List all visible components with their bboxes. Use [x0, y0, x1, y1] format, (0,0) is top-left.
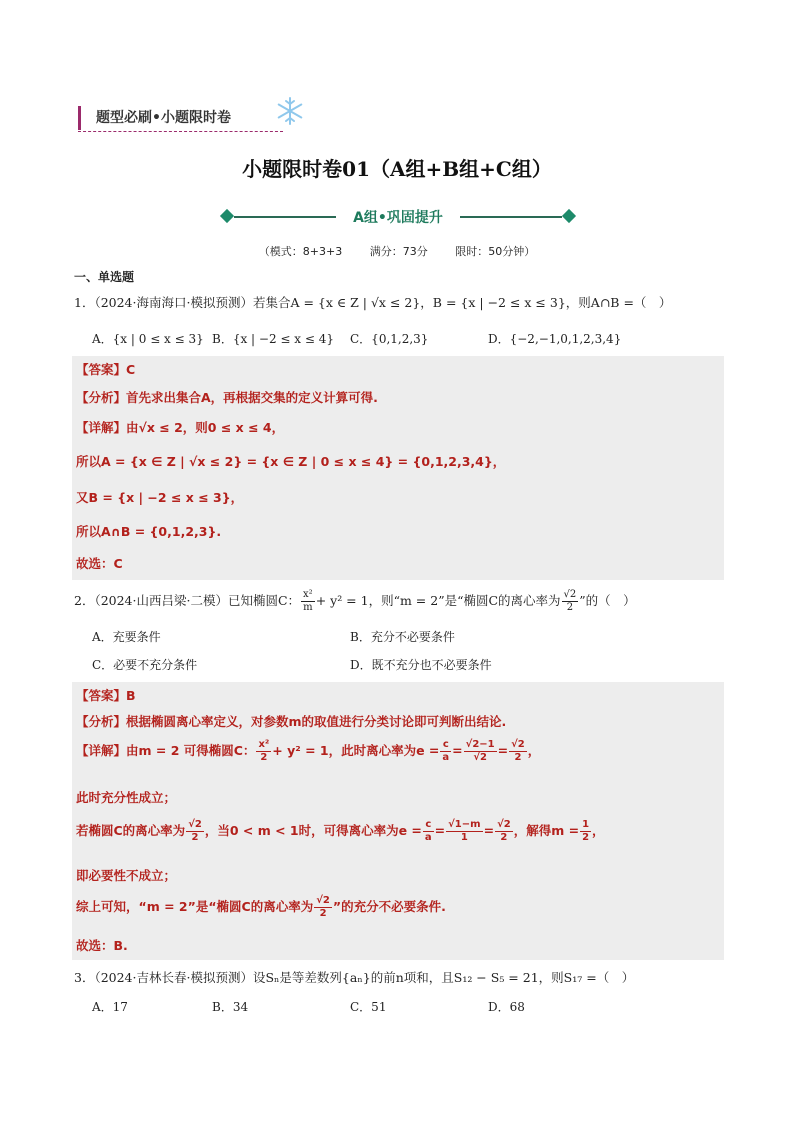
fraction [186, 820, 204, 843]
q1-option-c: C．{0,1,2,3} [350, 332, 429, 346]
q2-detail-1-mid: + y² = 1，此时离心率为e = [272, 743, 440, 758]
fraction-numerator: √2 [497, 819, 511, 830]
q2-stem-fraction [301, 590, 315, 613]
q2-detail-3-pre: 若椭圆C的离心率为 [76, 823, 186, 838]
fraction-denominator: 2 [582, 832, 590, 843]
fraction [580, 820, 591, 843]
fraction-denominator: a [424, 832, 432, 843]
page-title: 小题限时卷01（A组+B组+C组） [242, 157, 552, 181]
header-tag-text: 题型必刷•小题限时卷 [96, 110, 231, 126]
q2-detail-5-pre: 综上可知，“m = 2”是“椭圆C的离心率为 [76, 899, 314, 914]
q1-analysis: 【分析】首先求出集合A，再根据交集的定义计算可得. [76, 390, 378, 405]
q2-detail-3-mid: ，当0 < m < 1时，可得离心率为e = [204, 823, 422, 838]
equals-sign: = [483, 823, 495, 838]
q1-choice: 故选：C [76, 556, 123, 571]
fraction-denominator: 2 [514, 752, 522, 763]
q2-detail-1-pre: 【详解】由m = 2 可得椭圆C： [76, 743, 256, 758]
q2-stem-post: ”的（ ） [579, 593, 636, 608]
fraction-denominator: a [442, 752, 450, 763]
equals-sign: = [434, 823, 446, 838]
fraction [464, 740, 497, 763]
q2-stem-mid: + y² = 1，则“m = 2”是“椭圆C的离心率为 [315, 593, 561, 608]
fraction-denominator: m [303, 602, 313, 613]
q3-option-b: B．34 [212, 1000, 249, 1014]
fraction [446, 820, 482, 843]
header-dashed-line [78, 131, 283, 132]
fraction-numerator: c [423, 820, 434, 832]
q2-option-a: A．充要条件 [92, 630, 161, 644]
q2-option-b: B．充分不必要条件 [350, 630, 455, 644]
q3-option-d: D．68 [488, 1000, 525, 1014]
q2-option-c: C．必要不充分条件 [92, 658, 198, 672]
q1-detail-3: 又B = {x | −2 ≤ x ≤ 3}， [76, 490, 244, 505]
fraction-numerator: √2 [511, 739, 525, 750]
q3-option-c: C．51 [350, 1000, 387, 1014]
fraction-numerator: x² [303, 589, 313, 600]
fraction-numerator: x² [258, 739, 270, 750]
fraction [495, 820, 513, 843]
q1-option-a: A．{x | 0 ≤ x ≤ 3} [92, 332, 204, 346]
section-heading: 一、单选题 [74, 270, 135, 284]
q2-analysis: 【分析】根据椭圆离心率定义，对参数m的取值进行分类讨论即可判断出结论. [76, 714, 507, 729]
exam-meta [0, 243, 794, 259]
equals-sign: = [497, 743, 509, 758]
q1-option-d: D．{−2,−1,0,1,2,3,4} [488, 332, 622, 346]
question-3-stem: 3．（2024·吉林长春·模拟预测）设Sₙ是等差数列{aₙ}的前n项和，且S₁₂ − S₅ = 21，则S₁₇ =（ ） [74, 970, 635, 985]
q2-stem-pre: 2．（2024·山西吕梁·二模）已知椭圆C： [74, 593, 301, 608]
q1-detail-1: 【详解】由√x ≤ 2，则0 ≤ x ≤ 4， [76, 420, 285, 435]
fraction-denominator: √2 [473, 752, 487, 763]
meta-score: 满分：73分 [369, 245, 428, 258]
q1-solution-box [72, 356, 724, 580]
section-banner-label: A组•巩固提升 [353, 210, 443, 226]
fraction-numerator: c [440, 740, 451, 752]
q2-answer: 【答案】B [76, 688, 136, 703]
q1-detail-4: 所以A∩B = {0,1,2,3}. [76, 524, 222, 539]
fraction-numerator: √2−1 [465, 739, 495, 750]
q2-detail-5-post: ”的充分不必要条件. [332, 899, 446, 914]
q2-detail-5 [76, 896, 446, 919]
snowflake-icon [275, 96, 305, 126]
fraction-numerator: √1−m [448, 819, 481, 830]
fraction-denominator: 2 [500, 832, 508, 843]
question-1-stem: 1．（2024·海南海口·模拟预测）若集合A = {x ∈ Z | √x ≤ 2}，B = {x | −2 ≤ x ≤ 3}，则A∩B =（ ） [74, 295, 672, 310]
meta-time: 限时：50分钟） [455, 245, 536, 258]
fraction [256, 740, 271, 763]
fraction-denominator: 2 [191, 832, 199, 843]
fraction-numerator: √2 [188, 819, 202, 830]
q1-detail-2: 所以A = {x ∈ Z | √x ≤ 2} = {x ∈ Z | 0 ≤ x ≤ 4} = {0,1,2,3,4}， [76, 454, 506, 469]
fraction-denominator: 2 [566, 602, 574, 613]
question-2-stem [74, 590, 636, 613]
equals-sign: = [452, 743, 463, 758]
q2-stem-fraction-2 [562, 590, 579, 613]
q2-detail-3-mid2: ，解得m = [513, 823, 580, 838]
fraction-denominator: 2 [260, 752, 268, 763]
q2-solution-box [72, 682, 724, 960]
q2-detail-2: 此时充分性成立； [76, 790, 177, 805]
meta-mode: （模式：8+3+3 [258, 245, 343, 258]
fraction-numerator: 1 [582, 819, 590, 830]
fraction-numerator: √2 [316, 895, 330, 906]
fraction [314, 896, 332, 919]
fraction-denominator: 2 [319, 908, 327, 919]
q2-detail-1 [76, 740, 540, 763]
fraction [423, 820, 434, 843]
q2-choice: 故选：B. [76, 938, 128, 953]
q2-detail-3 [76, 820, 605, 843]
fraction [440, 740, 451, 763]
section-banner [218, 203, 578, 231]
q1-option-b: B．{x | −2 ≤ x ≤ 4} [212, 332, 334, 346]
q1-answer: 【答案】C [76, 362, 136, 377]
header-accent-bar [78, 106, 81, 130]
q2-option-d: D．既不充分也不必要条件 [350, 658, 492, 672]
header-tag [78, 100, 288, 132]
q3-option-a: A．17 [92, 1000, 128, 1014]
q2-detail-4: 即必要性不成立； [76, 868, 177, 883]
q2-detail-1-end: ， [527, 743, 541, 758]
fraction-numerator: √2 [563, 589, 577, 600]
q2-detail-3-end: ， [592, 823, 605, 838]
banner-line-right [460, 216, 562, 218]
fraction [509, 740, 527, 763]
fraction-denominator: 1 [460, 832, 468, 843]
